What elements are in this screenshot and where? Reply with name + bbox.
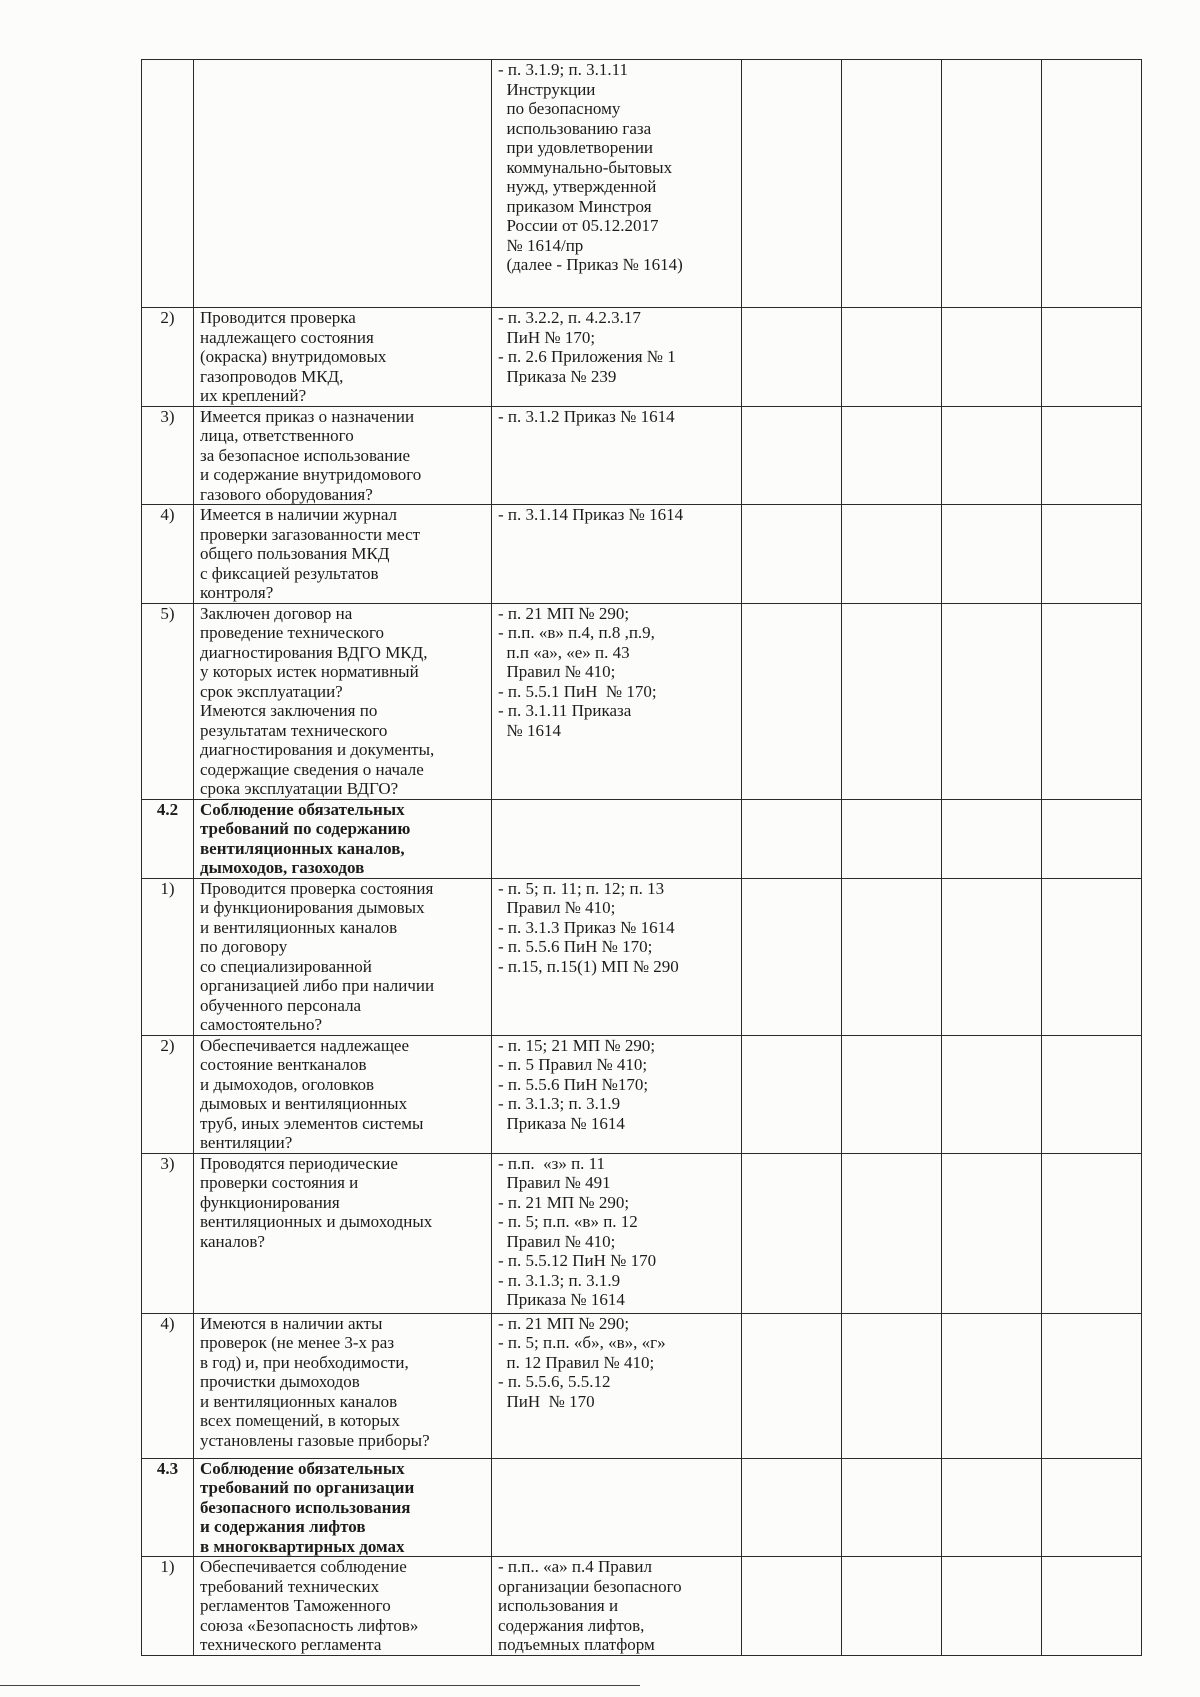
section-title: [194, 799, 492, 878]
reference-line: использования и: [498, 1596, 619, 1615]
question-text: [194, 505, 492, 604]
answer-cell: [742, 603, 842, 799]
question-text: [194, 1557, 492, 1656]
question-line: прочистки дымоходов: [200, 1372, 360, 1391]
question-line: проверки загазованности мест: [200, 524, 421, 544]
question-line: состояние вентканалов: [200, 1055, 367, 1074]
question-text: [194, 308, 492, 407]
question-line: Соблюдение обязательных: [200, 799, 405, 819]
answer-cell: [942, 1557, 1042, 1656]
row-number: 1): [142, 878, 194, 1035]
reference-line: - п. 21 МП № 290;: [498, 603, 630, 623]
answer-cell: [842, 799, 942, 878]
reference-line: - п. 5; п. 11; п. 12; п. 13: [498, 878, 665, 898]
question-line: требований по содержанию: [200, 819, 411, 838]
reference-text: [492, 1313, 742, 1458]
row-number: 3): [142, 406, 194, 505]
question-text: [194, 1035, 492, 1153]
question-line: диагностирования и документы,: [200, 740, 435, 759]
question-line: и содержание внутридомового: [200, 465, 422, 484]
reference-line: - п. 3.2.2, п. 4.2.3.17: [498, 308, 641, 327]
question-line: Имеются в наличии акты: [200, 1313, 383, 1333]
reference-line: Приказа № 239: [498, 366, 617, 386]
reference-text: [492, 878, 742, 1035]
question-line: Заключен договор на: [200, 603, 353, 623]
answer-cell: [942, 878, 1042, 1035]
question-line: газопроводов МКД,: [200, 366, 344, 386]
question-line: вентиляции?: [200, 1133, 293, 1152]
answer-cell: [942, 1035, 1042, 1153]
question-line: проверки состояния и: [200, 1173, 359, 1192]
answer-cell: [842, 505, 942, 604]
question-line: вентиляционных и дымоходных: [200, 1212, 433, 1231]
reference-line: Правил № 491: [498, 1173, 611, 1192]
answer-cell: [742, 1313, 842, 1458]
reference-line: ПиН № 170;: [498, 327, 596, 347]
answer-cell: [1042, 60, 1142, 308]
question-row: [142, 1035, 1142, 1153]
answer-cell: [842, 603, 942, 799]
reference-line: - п. 5.5.6 ПиН № 170;: [498, 937, 653, 956]
footer-rule: [0, 1685, 640, 1686]
question-line: Соблюдение обязательных: [200, 1458, 405, 1478]
question-line: технического регламента: [200, 1635, 382, 1654]
answer-cell: [742, 1458, 842, 1557]
reference-line: - п. 15; 21 МП № 290;: [498, 1035, 656, 1055]
question-line: содержащие сведения о начале: [200, 759, 424, 779]
question-row: [142, 1153, 1142, 1313]
question-line: Имеется в наличии журнал: [200, 505, 398, 524]
question-line: дымовых и вентиляционных: [200, 1094, 408, 1113]
reference-line: - п. 5 Правил № 410;: [498, 1055, 648, 1074]
reference-line: организации безопасного: [498, 1576, 682, 1596]
reference-line: - п. 3.1.3; п. 3.1.9: [498, 1094, 621, 1113]
answer-cell: [1042, 1313, 1142, 1458]
reference-text: [492, 1035, 742, 1153]
question-line: срок эксплуатации?: [200, 681, 343, 701]
question-line: установлены газовые приборы?: [200, 1430, 430, 1450]
answer-cell: [1042, 878, 1142, 1035]
question-row: [142, 603, 1142, 799]
reference-line: Правил № 410;: [498, 898, 616, 917]
reference-line: - п. 3.1.2 Приказ № 1614: [498, 406, 675, 426]
question-line: Обеспечивается надлежащее: [200, 1035, 410, 1055]
question-line: с фиксацией результатов: [200, 563, 379, 583]
question-line: функционирования: [200, 1192, 340, 1212]
answer-cell: [742, 1557, 842, 1656]
question-row: [142, 1313, 1142, 1458]
question-line: труб, иных элементов системы: [200, 1113, 424, 1133]
question-line: срока эксплуатации ВДГО?: [200, 779, 399, 798]
answer-cell: [1042, 799, 1142, 878]
question-text: [194, 60, 492, 308]
reference-line: при удовлетворении: [498, 138, 654, 157]
reference-line: нужд, утвержденной: [498, 177, 657, 196]
reference-line: - п. 5; п.п. «в» п. 12: [498, 1212, 638, 1231]
row-number: 4.2: [142, 799, 194, 878]
question-row: [142, 505, 1142, 604]
reference-text: [492, 505, 742, 604]
answer-cell: [842, 308, 942, 407]
reference-line: содержания лифтов,: [498, 1615, 645, 1635]
reference-text: [492, 1153, 742, 1313]
question-line: Обеспечивается соблюдение: [200, 1557, 407, 1576]
question-line: газового оборудования?: [200, 484, 373, 504]
reference-line: - п.п. «з» п. 11: [498, 1153, 606, 1173]
question-line: результатам технического: [200, 720, 388, 740]
reference-line: подъемных платформ: [498, 1635, 655, 1654]
answer-cell: [842, 406, 942, 505]
reference-line: - п. 3.1.11 Приказа: [498, 701, 632, 720]
question-line: Проводится проверка: [200, 308, 356, 327]
question-line: общего пользования МКД: [200, 544, 390, 563]
question-row: [142, 406, 1142, 505]
reference-line: п. 12 Правил № 410;: [498, 1352, 655, 1372]
question-line: безопасного использования: [200, 1497, 411, 1517]
question-line: самостоятельно?: [200, 1015, 323, 1034]
checklist-table: [141, 59, 1142, 1656]
answer-cell: [942, 1153, 1042, 1313]
answer-cell: [842, 1153, 942, 1313]
question-line: союза «Безопасность лифтов»: [200, 1615, 419, 1635]
reference-text: [492, 799, 742, 878]
question-line: дымоходов, газоходов: [200, 858, 365, 877]
question-line: и функционирования дымовых: [200, 898, 425, 917]
question-line: вентиляционных каналов,: [200, 838, 405, 858]
reference-line: - п. 2.6 Приложения № 1: [498, 347, 676, 366]
reference-line: п.п «а», «е» п. 43: [498, 642, 630, 662]
question-text: [194, 878, 492, 1035]
answer-cell: [942, 505, 1042, 604]
answer-cell: [1042, 603, 1142, 799]
reference-line: - п. 5.5.12 ПиН № 170: [498, 1251, 657, 1270]
question-line: проверок (не менее 3-х раз: [200, 1333, 395, 1352]
answer-cell: [742, 878, 842, 1035]
reference-line: - п. 5.5.6 ПиН №170;: [498, 1074, 649, 1094]
answer-cell: [942, 603, 1042, 799]
question-line: требований по организации: [200, 1478, 415, 1497]
answer-cell: [742, 60, 842, 308]
row-number: 4): [142, 1313, 194, 1458]
question-line: проведение технического: [200, 623, 384, 642]
question-line: по договору: [200, 937, 288, 956]
answer-cell: [742, 505, 842, 604]
question-text: [194, 1313, 492, 1458]
question-line: лица, ответственного: [200, 426, 354, 445]
answer-cell: [942, 799, 1042, 878]
reference-line: приказом Минстроя: [498, 196, 652, 216]
answer-cell: [742, 1153, 842, 1313]
reference-text: [492, 603, 742, 799]
reference-line: (далее - Приказ № 1614): [498, 255, 683, 274]
question-line: организацией либо при наличии: [200, 976, 435, 995]
reference-line: Приказа № 1614: [498, 1290, 625, 1309]
row-number: 4): [142, 505, 194, 604]
answer-cell: [1042, 1557, 1142, 1656]
question-line: в год) и, при необходимости,: [200, 1352, 409, 1372]
reference-text: [492, 1557, 742, 1656]
answer-cell: [1042, 1153, 1142, 1313]
reference-text: [492, 308, 742, 407]
reference-line: использованию газа: [498, 118, 652, 138]
reference-line: по безопасному: [498, 99, 621, 118]
reference-line: - п.п. «в» п.4, п.8 ,п.9,: [498, 623, 655, 642]
answer-cell: [742, 799, 842, 878]
reference-line: Инструкции: [498, 79, 596, 99]
reference-line: - п.15, п.15(1) МП № 290: [498, 956, 679, 976]
question-line: контроля?: [200, 583, 274, 602]
answer-cell: [942, 60, 1042, 308]
reference-line: Правил № 410;: [498, 662, 616, 681]
question-line: Имеются заключения по: [200, 701, 378, 720]
question-row: [142, 1557, 1142, 1656]
question-line: (окраска) внутридомовых: [200, 347, 387, 366]
reference-line: - п. 3.1.9; п. 3.1.11: [498, 60, 628, 79]
reference-line: Приказа № 1614: [498, 1113, 625, 1133]
answer-cell: [742, 1035, 842, 1153]
question-line: надлежащего состояния: [200, 327, 374, 347]
reference-line: - п. 21 МП № 290;: [498, 1192, 630, 1212]
question-line: обученного персонала: [200, 995, 362, 1015]
question-row: [142, 308, 1142, 407]
reference-line: - п. 5.5.6, 5.5.12: [498, 1372, 611, 1391]
question-line: их креплений?: [200, 386, 307, 405]
row-number: [142, 60, 194, 308]
question-line: диагностирования ВДГО МКД,: [200, 642, 428, 662]
reference-line: - п. 21 МП № 290;: [498, 1313, 630, 1333]
section-row: [142, 799, 1142, 878]
question-line: и дымоходов, оголовков: [200, 1074, 375, 1094]
question-text: [194, 406, 492, 505]
reference-line: - п.п.. «а» п.4 Правил: [498, 1557, 652, 1576]
question-line: у которых истек нормативный: [200, 662, 419, 681]
row-number: 4.3: [142, 1458, 194, 1557]
row-number: 3): [142, 1153, 194, 1313]
question-line: регламентов Таможенного: [200, 1596, 391, 1615]
answer-cell: [842, 1035, 942, 1153]
answer-cell: [1042, 1035, 1142, 1153]
answer-cell: [742, 308, 842, 407]
answer-cell: [842, 1557, 942, 1656]
question-line: Имеется приказ о назначении: [200, 406, 415, 426]
answer-cell: [842, 60, 942, 308]
answer-cell: [1042, 505, 1142, 604]
question-text: [194, 603, 492, 799]
row-number: 1): [142, 1557, 194, 1656]
answer-cell: [742, 406, 842, 505]
question-line: каналов?: [200, 1231, 265, 1251]
reference-line: - п. 5.5.1 ПиН № 170;: [498, 681, 657, 701]
reference-line: Правил № 410;: [498, 1231, 616, 1251]
section-title: [194, 1458, 492, 1557]
reference-text: [492, 406, 742, 505]
question-line: в многоквартирных домах: [200, 1536, 405, 1556]
answer-cell: [842, 878, 942, 1035]
answer-cell: [842, 1313, 942, 1458]
question-line: за безопасное использование: [200, 445, 411, 465]
reference-text: [492, 1458, 742, 1557]
question-line: и содержания лифтов: [200, 1517, 366, 1536]
question-line: со специализированной: [200, 956, 372, 976]
answer-cell: [942, 1458, 1042, 1557]
question-line: требований технических: [200, 1576, 380, 1596]
reference-line: - п. 3.1.3 Приказ № 1614: [498, 917, 675, 937]
answer-cell: [1042, 1458, 1142, 1557]
answer-cell: [1042, 406, 1142, 505]
reference-line: ПиН № 170: [498, 1391, 595, 1411]
question-line: Проводятся периодические: [200, 1153, 398, 1173]
reference-line: № 1614: [498, 720, 561, 740]
answer-cell: [1042, 308, 1142, 407]
reference-line: - п. 3.1.3; п. 3.1.9: [498, 1270, 621, 1290]
question-text: [194, 1153, 492, 1313]
question-line: Проводится проверка состояния: [200, 878, 434, 898]
reference-line: коммунально-бытовых: [498, 157, 673, 177]
row-number: 2): [142, 1035, 194, 1153]
reference-text: [492, 60, 742, 308]
answer-cell: [942, 308, 1042, 407]
reference-line: - п. 3.1.14 Приказ № 1614: [498, 505, 684, 524]
question-line: всех помещений, в которых: [200, 1411, 400, 1430]
reference-line: России от 05.12.2017: [498, 216, 659, 235]
question-line: и вентиляционных каналов: [200, 917, 398, 937]
row-number: 2): [142, 308, 194, 407]
reference-line: - п. 5; п.п. «б», «в», «г»: [498, 1333, 666, 1352]
question-row: [142, 878, 1142, 1035]
section-row: [142, 1458, 1142, 1557]
answer-cell: [942, 1313, 1042, 1458]
question-row: [142, 60, 1142, 308]
row-number: 5): [142, 603, 194, 799]
reference-line: № 1614/пр: [498, 235, 584, 255]
answer-cell: [942, 406, 1042, 505]
question-line: и вентиляционных каналов: [200, 1391, 398, 1411]
answer-cell: [842, 1458, 942, 1557]
